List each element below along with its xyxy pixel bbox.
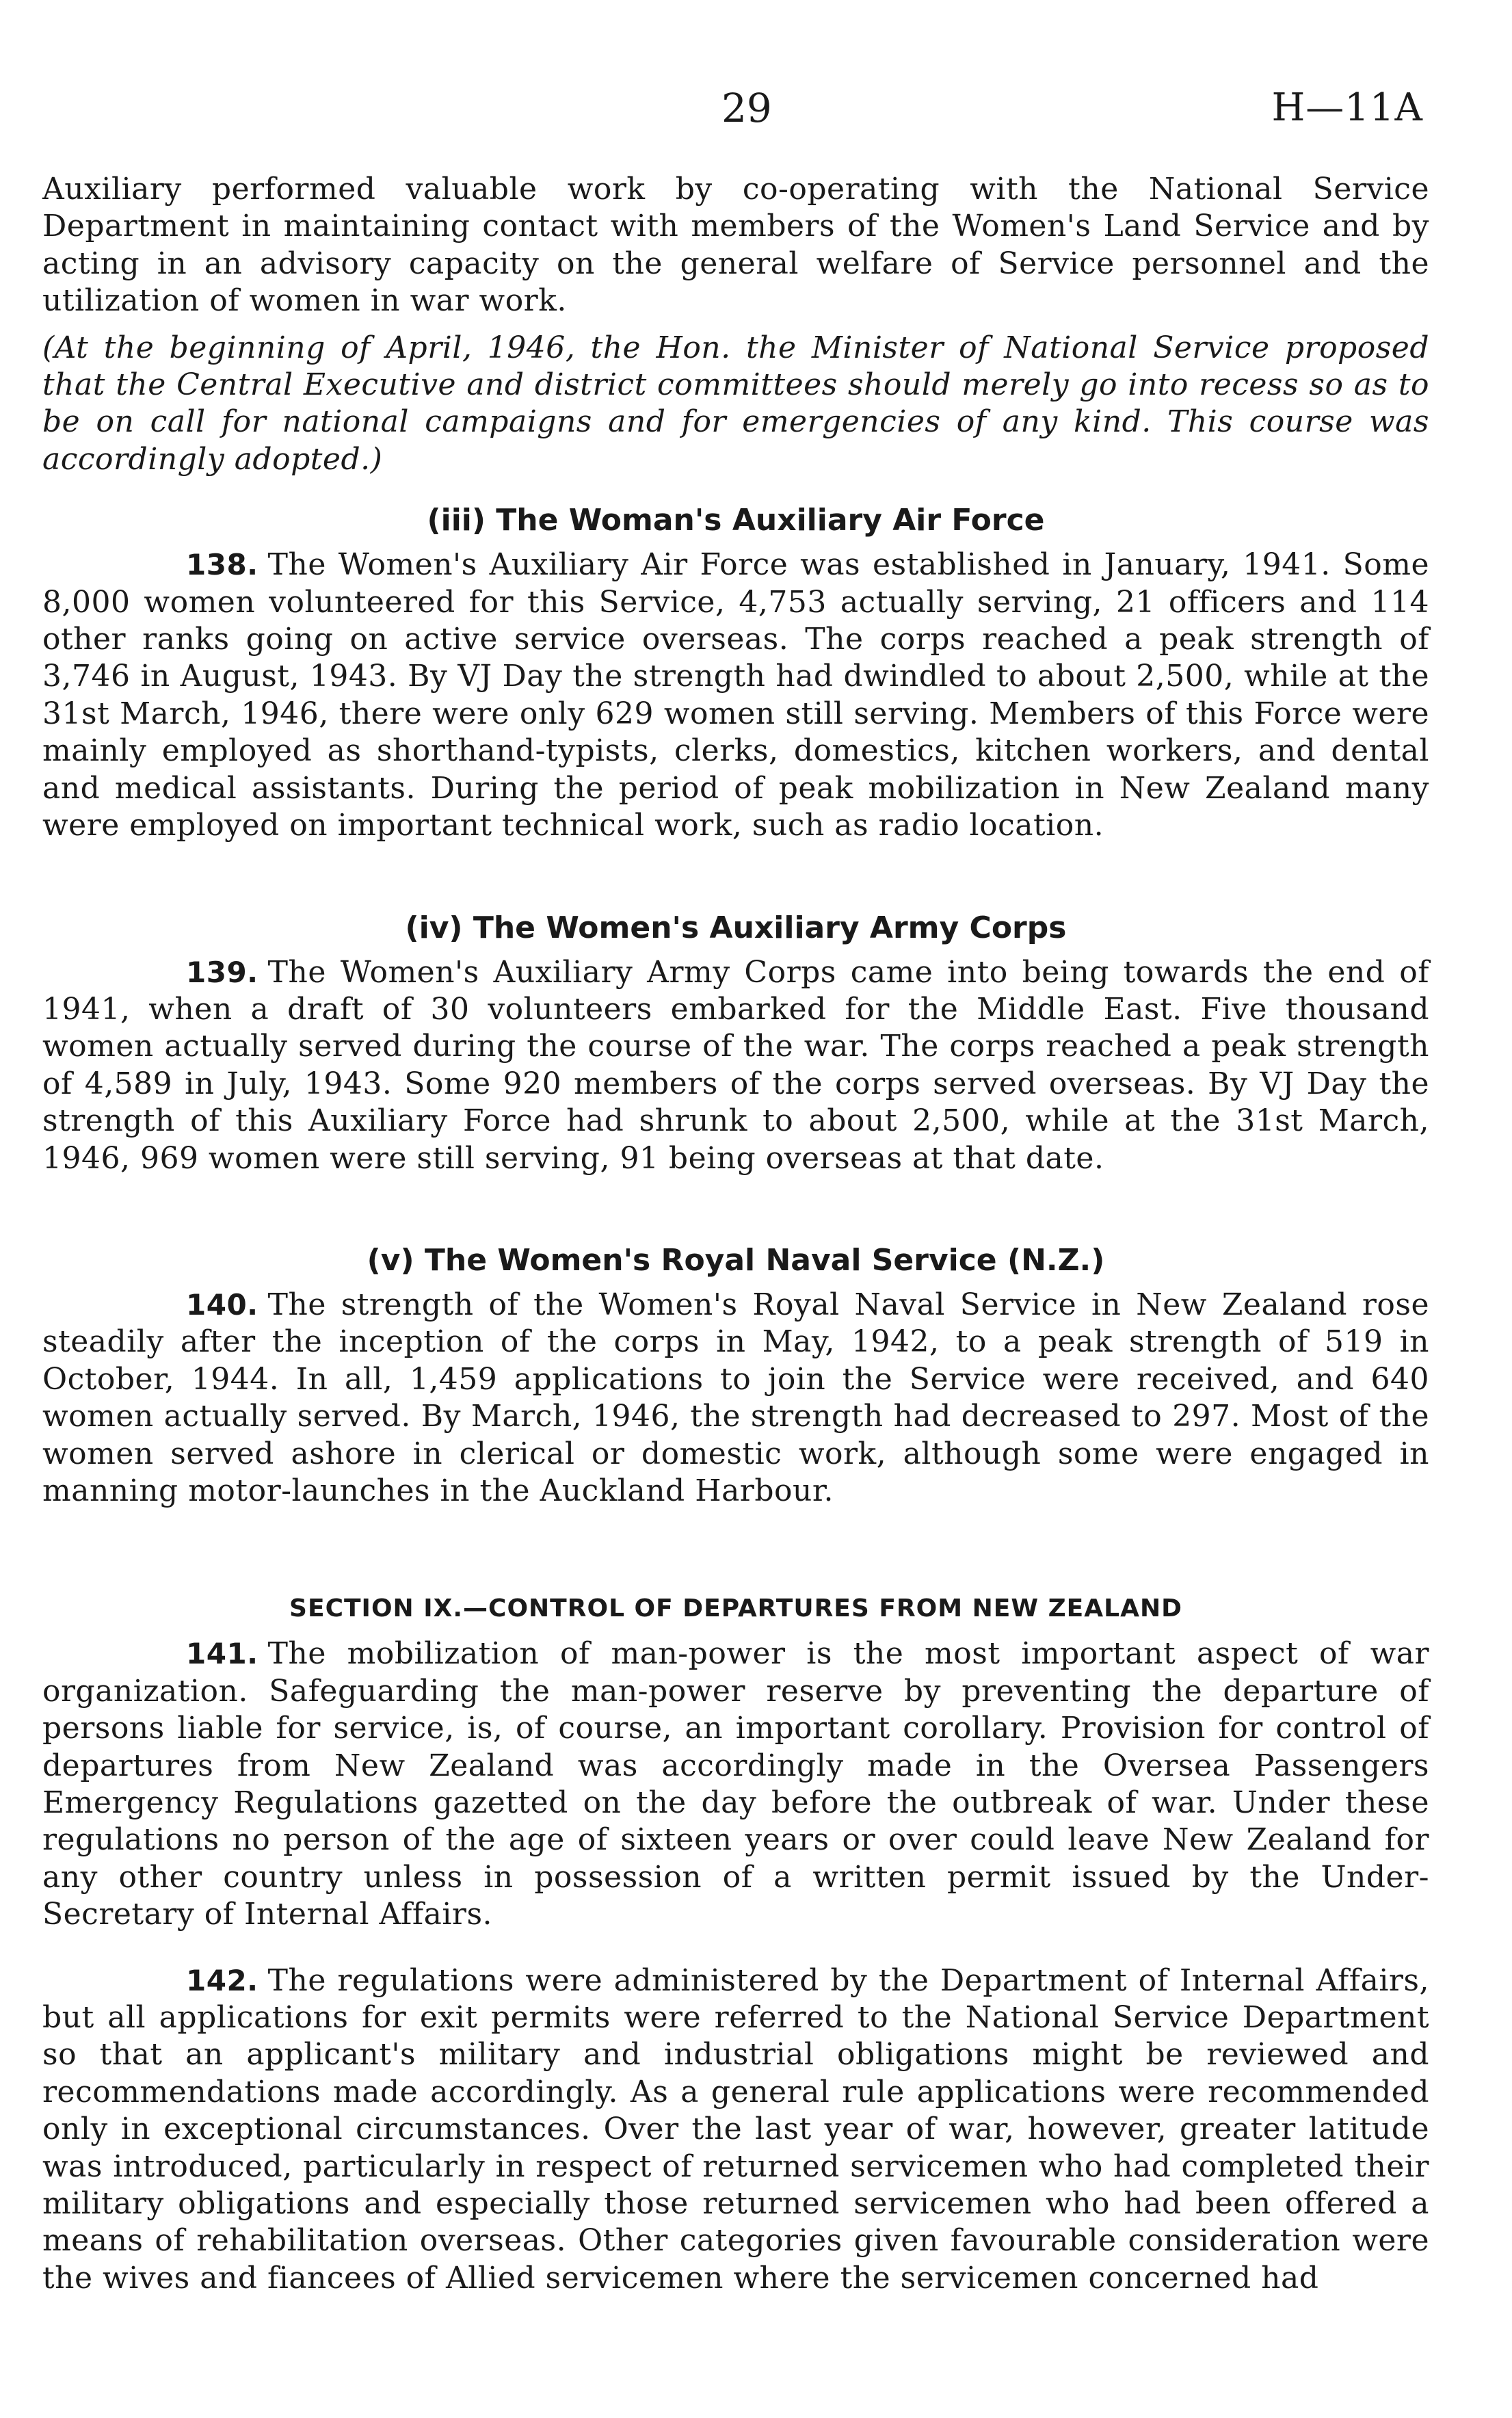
paragraph-139 <box>42 954 1429 1177</box>
paragraph-text: The Women's Auxiliary Army Corps came into being towards the end of 1941, when a draft of 30 volunteers embarked for the Middle East. Five thousand women actually served during the course of the war. The corps reached a peak strength of 4,589 in July, 1943. Some 920 members of the corps served overseas. By VJ Day the strength of this Auxiliary Force had shrunk to about 2,500, while at the 31st March, 1946, 969 women were still serving, 91 being overseas at that date. <box>42 954 1429 1176</box>
document-reference: H—11A <box>1271 86 1423 130</box>
paragraph-text: The regulations were administered by the Department of Internal Affairs, but all applications for exit permits were referred to the National Service Department so that an applicant's military and industrial obligations might be reviewed and recommendations made accordingly. As a general rule applications were recommended only in exceptional circumstances. Over the last year of war, however, greater latitude was introduced, particularly in respect of returned servicemen who had completed their military obligations and especially those returned servicemen who had been offered a means of rehabilitation overseas. Other categories given favourable consideration were the wives and fiancees of Allied servicemen where the servicemen concerned had <box>42 1962 1429 2296</box>
section-ix-heading: SECTION IX.—CONTROL OF DEPARTURES FROM NEW ZEALAND <box>289 1594 1182 1623</box>
paragraph-number: 141. <box>186 1637 258 1671</box>
paragraph-140 <box>42 1287 1429 1510</box>
paragraph-text: The strength of the Women's Royal Naval Service in New Zealand rose steadily after the inception of the corps in May, 1942, to a peak strength of 519 in October, 1944. In all, 1,459 applications to join the Service were received, and 640 women actually served. By March, 1946, the strength had decreased to 297. Most of the women served ashore in clerical or domestic work, although some were engaged in manning motor-launches in the Auckland Harbour. <box>42 1287 1429 1508</box>
heading-waaf: (iii) The Woman's Auxiliary Air Force <box>427 503 1045 538</box>
intro-note: (At the beginning of April, 1946, the Hon. the Minister of National Service proposed that the Central Executive and district committees should merely go into recess so as to be on call for national campaigns and for emergencies of any kind. This course was accordingly adopted.) <box>42 330 1429 477</box>
page-number: 29 <box>721 85 772 131</box>
paragraph-number: 138. <box>186 548 258 582</box>
paragraph-text: The mobilization of man-power is the most important aspect of war organization. Safeguarding the man-power reserve by preventing the departure of persons liable for service, is, of course, an important corollary. Provision for control of departures from New Zealand was accordingly made in the Oversea Passengers Emergency Regulations gazetted on the day before the outbreak of war. Under these regulations no person of the age of sixteen years or over could leave New Zealand for any other country unless in possession of a written permit issued by the Under-Secretary of Internal Affairs. <box>42 1636 1429 1932</box>
paragraph-number: 139. <box>186 955 258 989</box>
heading-wrns: (v) The Women's Royal Naval Service (N.Z.) <box>367 1242 1105 1278</box>
page-header <box>0 81 1512 135</box>
intro-paragraph: Auxiliary performed valuable work by co-operating with the National Service Department in maintaining contact with members of the Women's Land Service and by acting in an advisory capacity on the general welfare of Service personnel and the utilization of women in war work. <box>42 172 1429 319</box>
paragraph-number: 140. <box>186 1287 258 1322</box>
paragraph-138 <box>42 547 1429 844</box>
heading-waac: (iv) The Women's Auxiliary Army Corps <box>405 910 1067 945</box>
page-body <box>42 171 1429 2297</box>
paragraph-142 <box>42 1962 1429 2298</box>
paragraph-text: The Women's Auxiliary Air Force was established in January, 1941. Some 8,000 women volunteered for this Service, 4,753 actually serving, 21 officers and 114 other ranks going on active service overseas. The corps reached a peak strength of 3,746 in August, 1943. By VJ Day the strength had dwindled to about 2,500, while at the 31st March, 1946, there were only 629 women still serving. Members of this Force were mainly employed as shorthand-typists, clerks, domestics, kitchen workers, and dental and medical assistants. During the period of peak mobilization in New Zealand many were employed on important technical work, such as radio location. <box>42 547 1429 843</box>
paragraph-number: 142. <box>186 1963 258 1997</box>
paragraph-141 <box>42 1635 1429 1933</box>
